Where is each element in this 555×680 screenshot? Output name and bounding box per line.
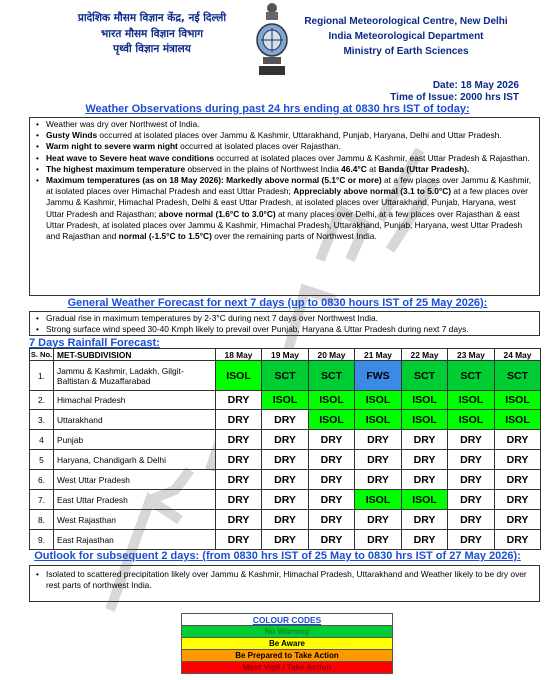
forecast-cell: DRY (262, 490, 309, 510)
english-line: Regional Meteorological Centre, New Delhi (304, 16, 508, 27)
forecast-cell: DRY (495, 530, 541, 550)
observation-text: occurred at isolated places over Jammu & Kashmir, Uttarakhand, Punjab, Haryana, Delhi and Uttar Pradesh. (97, 130, 502, 141)
forecast-cell: ISOL (495, 410, 541, 430)
english-letterhead (296, 14, 516, 59)
row-subdivision: East Rajasthan (54, 530, 216, 550)
row-subdivision: Himachal Pradesh (54, 391, 216, 410)
observation-text: at many places over Delhi, at a few places over Rajasthan & east Uttar Pradesh, at isolated places over Jammu & Kashmir, Himachal Pradesh, Uttarakhand, Punjab, Haryana, west Uttar Pradesh and Rajasthan and (46, 208, 523, 242)
colour-codes-title: COLOUR CODES (182, 614, 393, 626)
forecast-cell: DRY (309, 430, 355, 450)
forecast-cell: DRY (216, 391, 262, 410)
row-subdivision: East Uttar Pradesh (54, 490, 216, 510)
forecast-cell: ISOL (448, 410, 495, 430)
forecast-cell: DRY (355, 530, 402, 550)
colour-code-be-aware: Be Aware (182, 638, 393, 650)
col-day-header: 23 May (448, 349, 495, 361)
observation-text: Appreciably above normal (3.1 to 5.0°C) (293, 186, 452, 197)
observation-text: occurred at isolated places over Rajasthan. (177, 141, 341, 152)
col-sno-header: S. No. (30, 350, 53, 359)
forecast-cell: DRY (309, 530, 355, 550)
forecast-cell: DRY (402, 510, 448, 530)
issue-time: Time of Issue: 2000 hrs IST (390, 92, 519, 103)
list-item: • Strong surface wind speed 30-40 Kmph likely to prevail over Punjab, Haryana & Uttar Pradesh during next 7 days. (30, 324, 539, 335)
forecast-cell: DRY (262, 510, 309, 530)
forecast-cell: DRY (216, 470, 262, 490)
observation-text: Gusty Winds (46, 130, 98, 141)
forecast-cell: DRY (448, 430, 495, 450)
outlook-title: Outlook for subsequent 2 days: (from 0830 hrs IST of 25 May to 0830 hrs IST of 27 May 2026): (34, 550, 521, 562)
forecast-cell: DRY (495, 470, 541, 490)
observation-item (30, 141, 539, 152)
forecast-cell: DRY (309, 510, 355, 530)
row-sno: 5 (30, 450, 54, 470)
table-row (30, 430, 541, 450)
row-sno: 4 (30, 430, 54, 450)
observation-text: at a few places over Jammu & Kashmir, Himachal Pradesh, Delhi & east Uttar Pradesh, at isolated places over Uttarakhand, Punjab, Haryana, west Uttar Pradesh and Rajasthan; (46, 186, 528, 219)
forecast-cell: DRY (216, 530, 262, 550)
hindi-line: भारत मौसम विज्ञान विभाग (100, 27, 204, 40)
observation-text: over the remaining parts of Northwest India. (211, 231, 377, 242)
col-day-header: 22 May (402, 349, 448, 361)
forecast-cell: DRY (262, 410, 309, 430)
observation-text: Maximum temperatures (as on 18 May 2026): Markedly above normal (5.1°C or more) (46, 175, 382, 186)
hindi-line: पृथ्वी विज्ञान मंत्रालय (113, 43, 191, 55)
forecast-cell: DRY (495, 490, 541, 510)
issue-date: Date: 18 May 2026 (432, 80, 519, 91)
forecast-cell: ISOL (216, 361, 262, 391)
observation-text: at a few places over Jammu & Kashmir, at isolated places over Himachal Pradesh and east Uttar Pradesh; (46, 175, 532, 197)
observation-text: above normal (1.6°C to 3.0°C) (158, 208, 276, 219)
table-row (30, 470, 541, 490)
forecast-cell: DRY (216, 450, 262, 470)
table-row (30, 450, 541, 470)
row-sno: 9. (30, 530, 54, 550)
forecast-cell: DRY (402, 470, 448, 490)
table-row (30, 530, 541, 550)
forecast-cell: DRY (216, 410, 262, 430)
observation-text: at (366, 163, 379, 174)
outlook-list (30, 569, 539, 591)
forecast-cell: SCT (402, 361, 448, 391)
table-row (30, 490, 541, 510)
forecast-cell: DRY (309, 490, 355, 510)
list-item: • Isolated to scattered precipitation likely over Jammu & Kashmir, Himachal Pradesh, Uttarakhand and Weather likely to be dry over rest parts of northwest India. (30, 569, 539, 591)
forecast-cell: DRY (402, 430, 448, 450)
observations-title: Weather Observations during past 24 hrs ending at 0830 hrs IST of today: (85, 103, 470, 115)
forecast-cell: DRY (216, 490, 262, 510)
forecast-cell: DRY (309, 470, 355, 490)
forecast-cell: DRY (402, 530, 448, 550)
rainfall-table-body (30, 361, 541, 550)
forecast-cell: ISOL (402, 410, 448, 430)
observation-text: observed in the plains of Northwest India (185, 163, 342, 174)
forecast-cell: DRY (355, 510, 402, 530)
observation-text: 46.4°C (341, 163, 367, 174)
general-forecast-list (30, 313, 539, 335)
col-day-header: 19 May (262, 349, 309, 361)
forecast-cell: DRY (262, 470, 309, 490)
issue-info (390, 80, 519, 104)
table-row (30, 391, 541, 410)
forecast-cell: DRY (355, 450, 402, 470)
observation-text: normal (-1.5°C to 1.5°C) (118, 231, 212, 242)
forecast-cell: DRY (448, 530, 495, 550)
english-line: India Meteorological Department (328, 31, 484, 42)
forecast-cell: SCT (262, 361, 309, 391)
list-item: • Gradual rise in maximum temperatures by 2-3°C during next 7 days over Northwest India. (30, 313, 539, 324)
observation-item (30, 175, 539, 242)
forecast-cell: DRY (355, 430, 402, 450)
forecast-cell: DRY (448, 470, 495, 490)
forecast-cell: DRY (262, 430, 309, 450)
observations-box (29, 117, 540, 296)
forecast-cell: ISOL (355, 410, 402, 430)
general-forecast-title: General Weather Forecast for next 7 days (up to 0830 hours IST of 25 May 2026): (67, 297, 488, 309)
forecast-cell: DRY (262, 450, 309, 470)
table-row (30, 361, 541, 391)
colour-codes-legend (181, 613, 393, 674)
hindi-letterhead (62, 11, 242, 58)
forecast-cell: SCT (495, 361, 541, 391)
observation-item (30, 164, 539, 175)
outlook-box (29, 565, 540, 602)
forecast-cell: ISOL (262, 391, 309, 410)
colour-code-take-action: Most Vigil / Take Action (182, 662, 393, 674)
table-row (30, 510, 541, 530)
observation-item (30, 153, 539, 164)
forecast-cell: ISOL (402, 391, 448, 410)
row-subdivision: Punjab (54, 430, 216, 450)
rainfall-forecast-table (29, 348, 541, 550)
letterhead (0, 0, 555, 80)
observation-text: Banda (Uttar Pradesh). (378, 163, 470, 174)
forecast-cell: DRY (495, 450, 541, 470)
general-forecast-box (29, 311, 540, 336)
english-line: Ministry of Earth Sciences (343, 46, 469, 57)
observation-text: The highest maximum temperature (46, 163, 186, 174)
forecast-cell: SCT (448, 361, 495, 391)
forecast-cell: ISOL (402, 490, 448, 510)
forecast-cell: SCT (309, 361, 355, 391)
forecast-cell: ISOL (355, 490, 402, 510)
observation-text: Heat wave to Severe heat wave conditions (46, 152, 215, 163)
forecast-cell: DRY (495, 430, 541, 450)
row-subdivision: Uttarakhand (54, 410, 216, 430)
forecast-cell: DRY (309, 450, 355, 470)
forecast-cell: FWS (355, 361, 402, 391)
col-day-header: 18 May (216, 349, 262, 361)
colour-code-be-prepared: Be Prepared to Take Action (182, 650, 393, 662)
forecast-cell: DRY (448, 450, 495, 470)
forecast-cell: DRY (402, 450, 448, 470)
national-emblem-icon (253, 0, 291, 78)
observation-text: occurred at isolated places over Jammu & Kashmir, east Uttar Pradesh & Rajasthan. (214, 152, 530, 163)
col-day-header: 24 May (495, 349, 541, 361)
row-sno: 6. (30, 470, 54, 490)
forecast-cell: ISOL (448, 391, 495, 410)
row-subdivision: West Rajasthan (54, 510, 216, 530)
row-sno: 2. (30, 391, 54, 410)
row-sno: 1. (30, 361, 54, 391)
row-sno: 3. (30, 410, 54, 430)
table-row (30, 410, 541, 430)
forecast-cell: DRY (262, 530, 309, 550)
observation-item (30, 119, 539, 130)
row-sno: 7. (30, 490, 54, 510)
observations-list (30, 119, 539, 242)
row-subdivision: Jammu & Kashmir, Ladakh, Gilgit-Baltistan & Muzaffarabad (54, 361, 216, 391)
forecast-cell: DRY (216, 510, 262, 530)
forecast-cell: DRY (216, 430, 262, 450)
col-subdivision-header: MET-SUBDIVISION (54, 349, 216, 361)
col-day-header: 20 May (309, 349, 355, 361)
colour-code-no-warning: No Warning (182, 626, 393, 638)
row-subdivision: Haryana, Chandigarh & Delhi (54, 450, 216, 470)
row-sno: 8. (30, 510, 54, 530)
observation-item (30, 130, 539, 141)
rainfall-title: 7 Days Rainfall Forecast: (29, 337, 160, 349)
forecast-cell: DRY (448, 510, 495, 530)
observation-text: Weather was dry over Northwest of India. (46, 119, 200, 129)
observation-text: Warm night to severe warm night (46, 141, 178, 152)
forecast-cell: ISOL (309, 391, 355, 410)
forecast-cell: ISOL (495, 391, 541, 410)
forecast-cell: DRY (495, 510, 541, 530)
table-header-row (30, 349, 541, 361)
row-subdivision: West Uttar Pradesh (54, 470, 216, 490)
forecast-cell: ISOL (355, 391, 402, 410)
forecast-cell: DRY (355, 470, 402, 490)
hindi-line: प्रादेशिक मौसम विज्ञान केंद्र, नई दिल्ली (77, 12, 227, 24)
forecast-cell: ISOL (309, 410, 355, 430)
col-day-header: 21 May (355, 349, 402, 361)
forecast-cell: DRY (448, 490, 495, 510)
